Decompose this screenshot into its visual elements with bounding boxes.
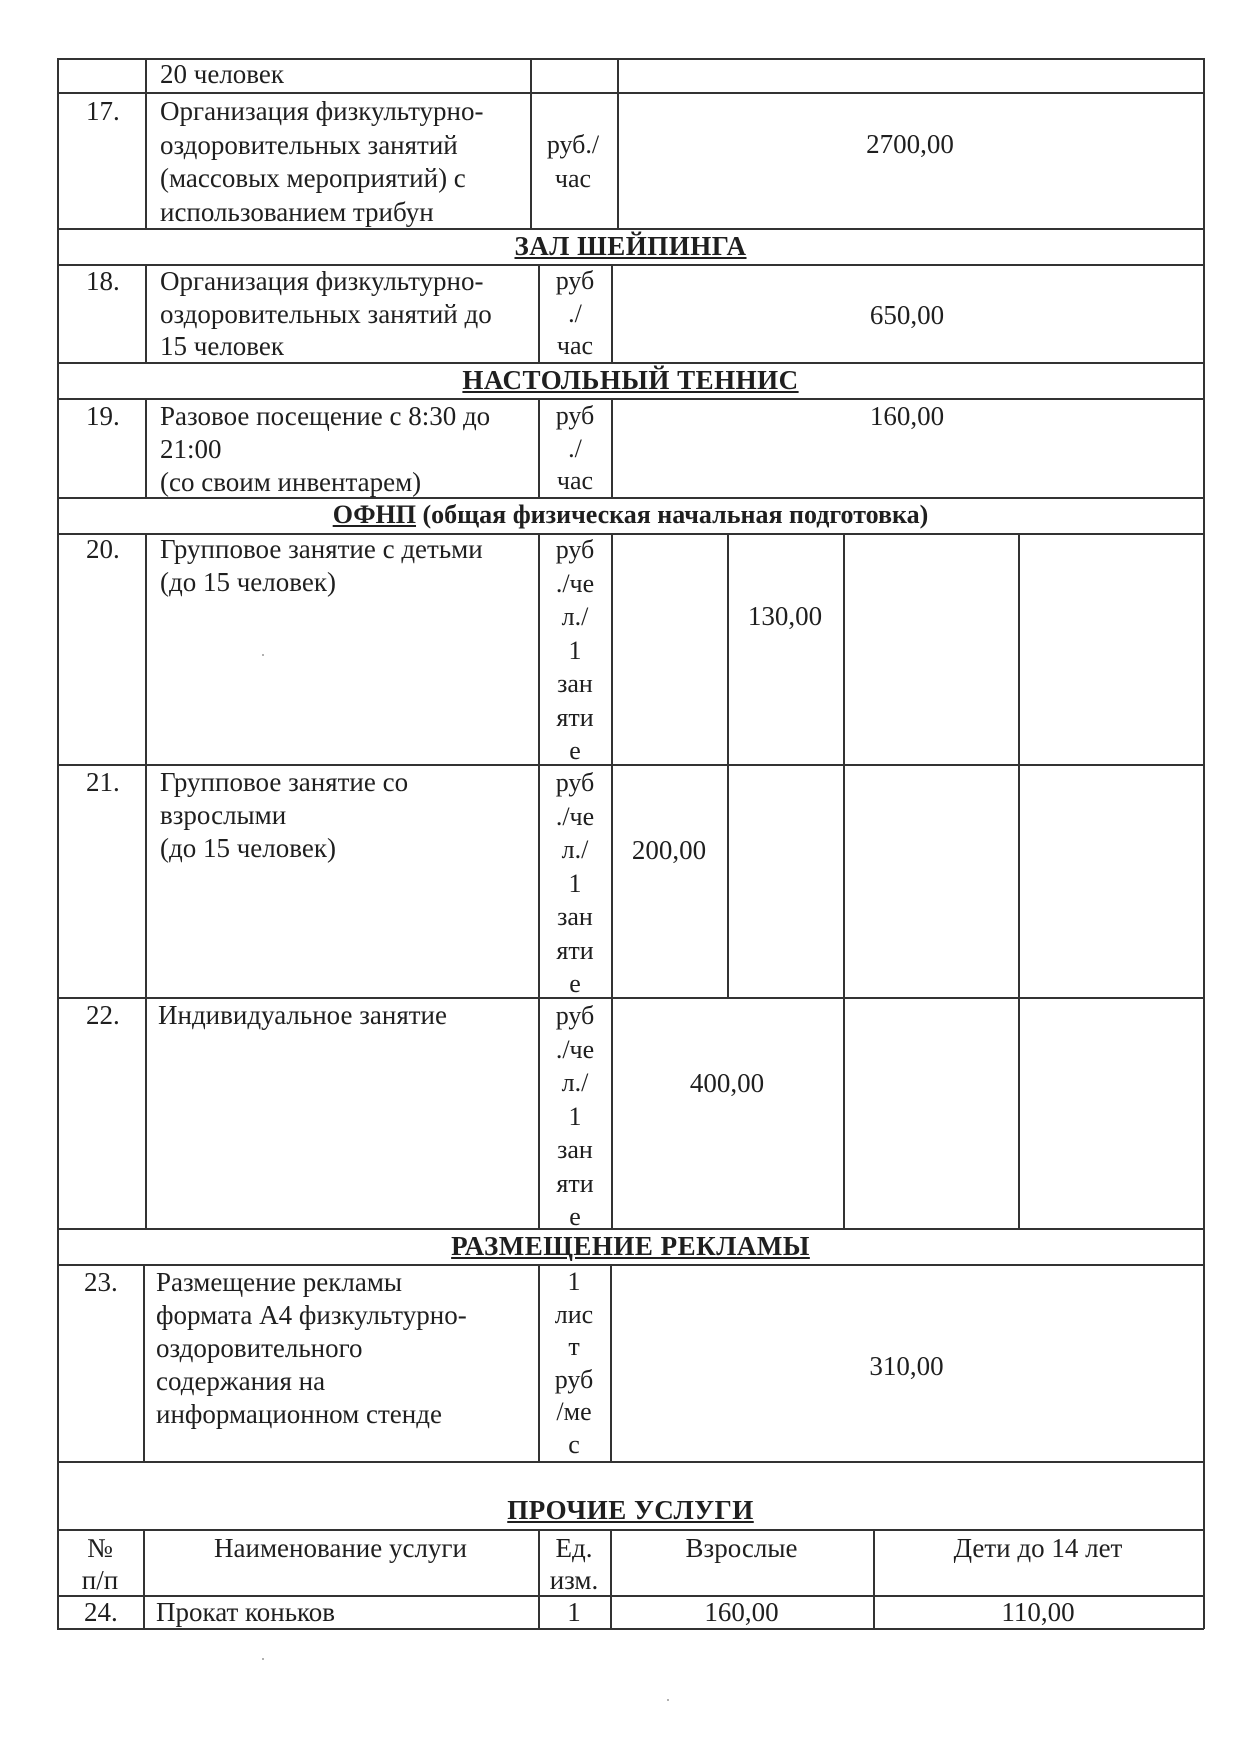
scan-speck [262, 654, 264, 656]
price: 650,00 [869, 300, 945, 330]
price: 400,00 [689, 1068, 765, 1098]
section-title-ofnp [57, 499, 1204, 531]
unit: руб ./ час [555, 401, 595, 495]
price-children: 110,00 [1001, 1597, 1075, 1627]
header-children: Дети до 14 лет [953, 1533, 1123, 1563]
service-name: Групповое занятие со взрослыми (до 15 человек) [160, 767, 409, 863]
unit: 1 лис т руб /ме с [554, 1267, 594, 1459]
price: 160,00 [869, 401, 945, 431]
header-service-name: Наименование услуги [214, 1533, 467, 1563]
scan-speck [667, 1699, 669, 1701]
row-number: 24. [84, 1597, 118, 1627]
service-name: Размещение рекламы формата А4 физкультурно- оздоровительного содержания на информационном стенде [156, 1267, 467, 1429]
service-name: Организация физкультурно- оздоровительных занятий до 15 человек [160, 266, 492, 361]
header-unit: Ед. изм. [549, 1533, 599, 1595]
section-title-ofnp-full: (общая физическая начальная подготовка) [416, 500, 929, 529]
section-title-advertising: РАЗМЕЩЕНИЕ РЕКЛАМЫ [451, 1231, 810, 1261]
unit: руб ./че л./ 1 зан яти е [555, 1001, 595, 1231]
row-16-name-continuation: 20 человек [160, 59, 284, 89]
service-name: Прокат коньков [156, 1597, 336, 1627]
row-number: 18. [86, 266, 120, 296]
row-number: 22. [86, 1000, 120, 1030]
service-name: Разовое посещение с 8:30 до 21:00 (со своим инвентарем) [160, 401, 491, 497]
price: 200,00 [631, 835, 707, 865]
unit: руб ./че л./ 1 зан яти е [555, 768, 595, 998]
price: 2700,00 [866, 129, 954, 159]
header-number: № п/п [81, 1533, 119, 1595]
service-name: Организация физкультурно- оздоровительных занятий (массовых мероприятий) с использованием трибун [160, 96, 484, 227]
unit: 1 [567, 1597, 581, 1627]
header-adults: Взрослые [685, 1533, 798, 1563]
section-title-other-services: ПРОЧИЕ УСЛУГИ [507, 1495, 754, 1525]
price: 310,00 [869, 1351, 944, 1381]
row-number: 21. [86, 767, 120, 797]
service-name: Индивидуальное занятие [158, 1000, 447, 1030]
service-name: Групповое занятие с детьми (до 15 человек) [160, 534, 483, 597]
unit: руб./ час [546, 130, 600, 193]
unit: руб ./ час [555, 266, 595, 360]
section-title-shaping: ЗАЛ ШЕЙПИНГА [514, 231, 747, 261]
section-title-ofnp-abbr: ОФНП [332, 500, 417, 529]
section-title-table-tennis: НАСТОЛЬНЫЙ ТЕННИС [462, 365, 799, 395]
scan-speck [262, 1658, 264, 1660]
unit: руб ./че л./ 1 зан яти е [555, 535, 595, 765]
row-number: 19. [86, 401, 120, 431]
row-number: 17. [86, 96, 120, 126]
price-adults: 160,00 [704, 1597, 779, 1627]
price: 130,00 [747, 601, 823, 631]
row-number: 20. [86, 534, 120, 564]
row-number: 23. [84, 1267, 118, 1297]
